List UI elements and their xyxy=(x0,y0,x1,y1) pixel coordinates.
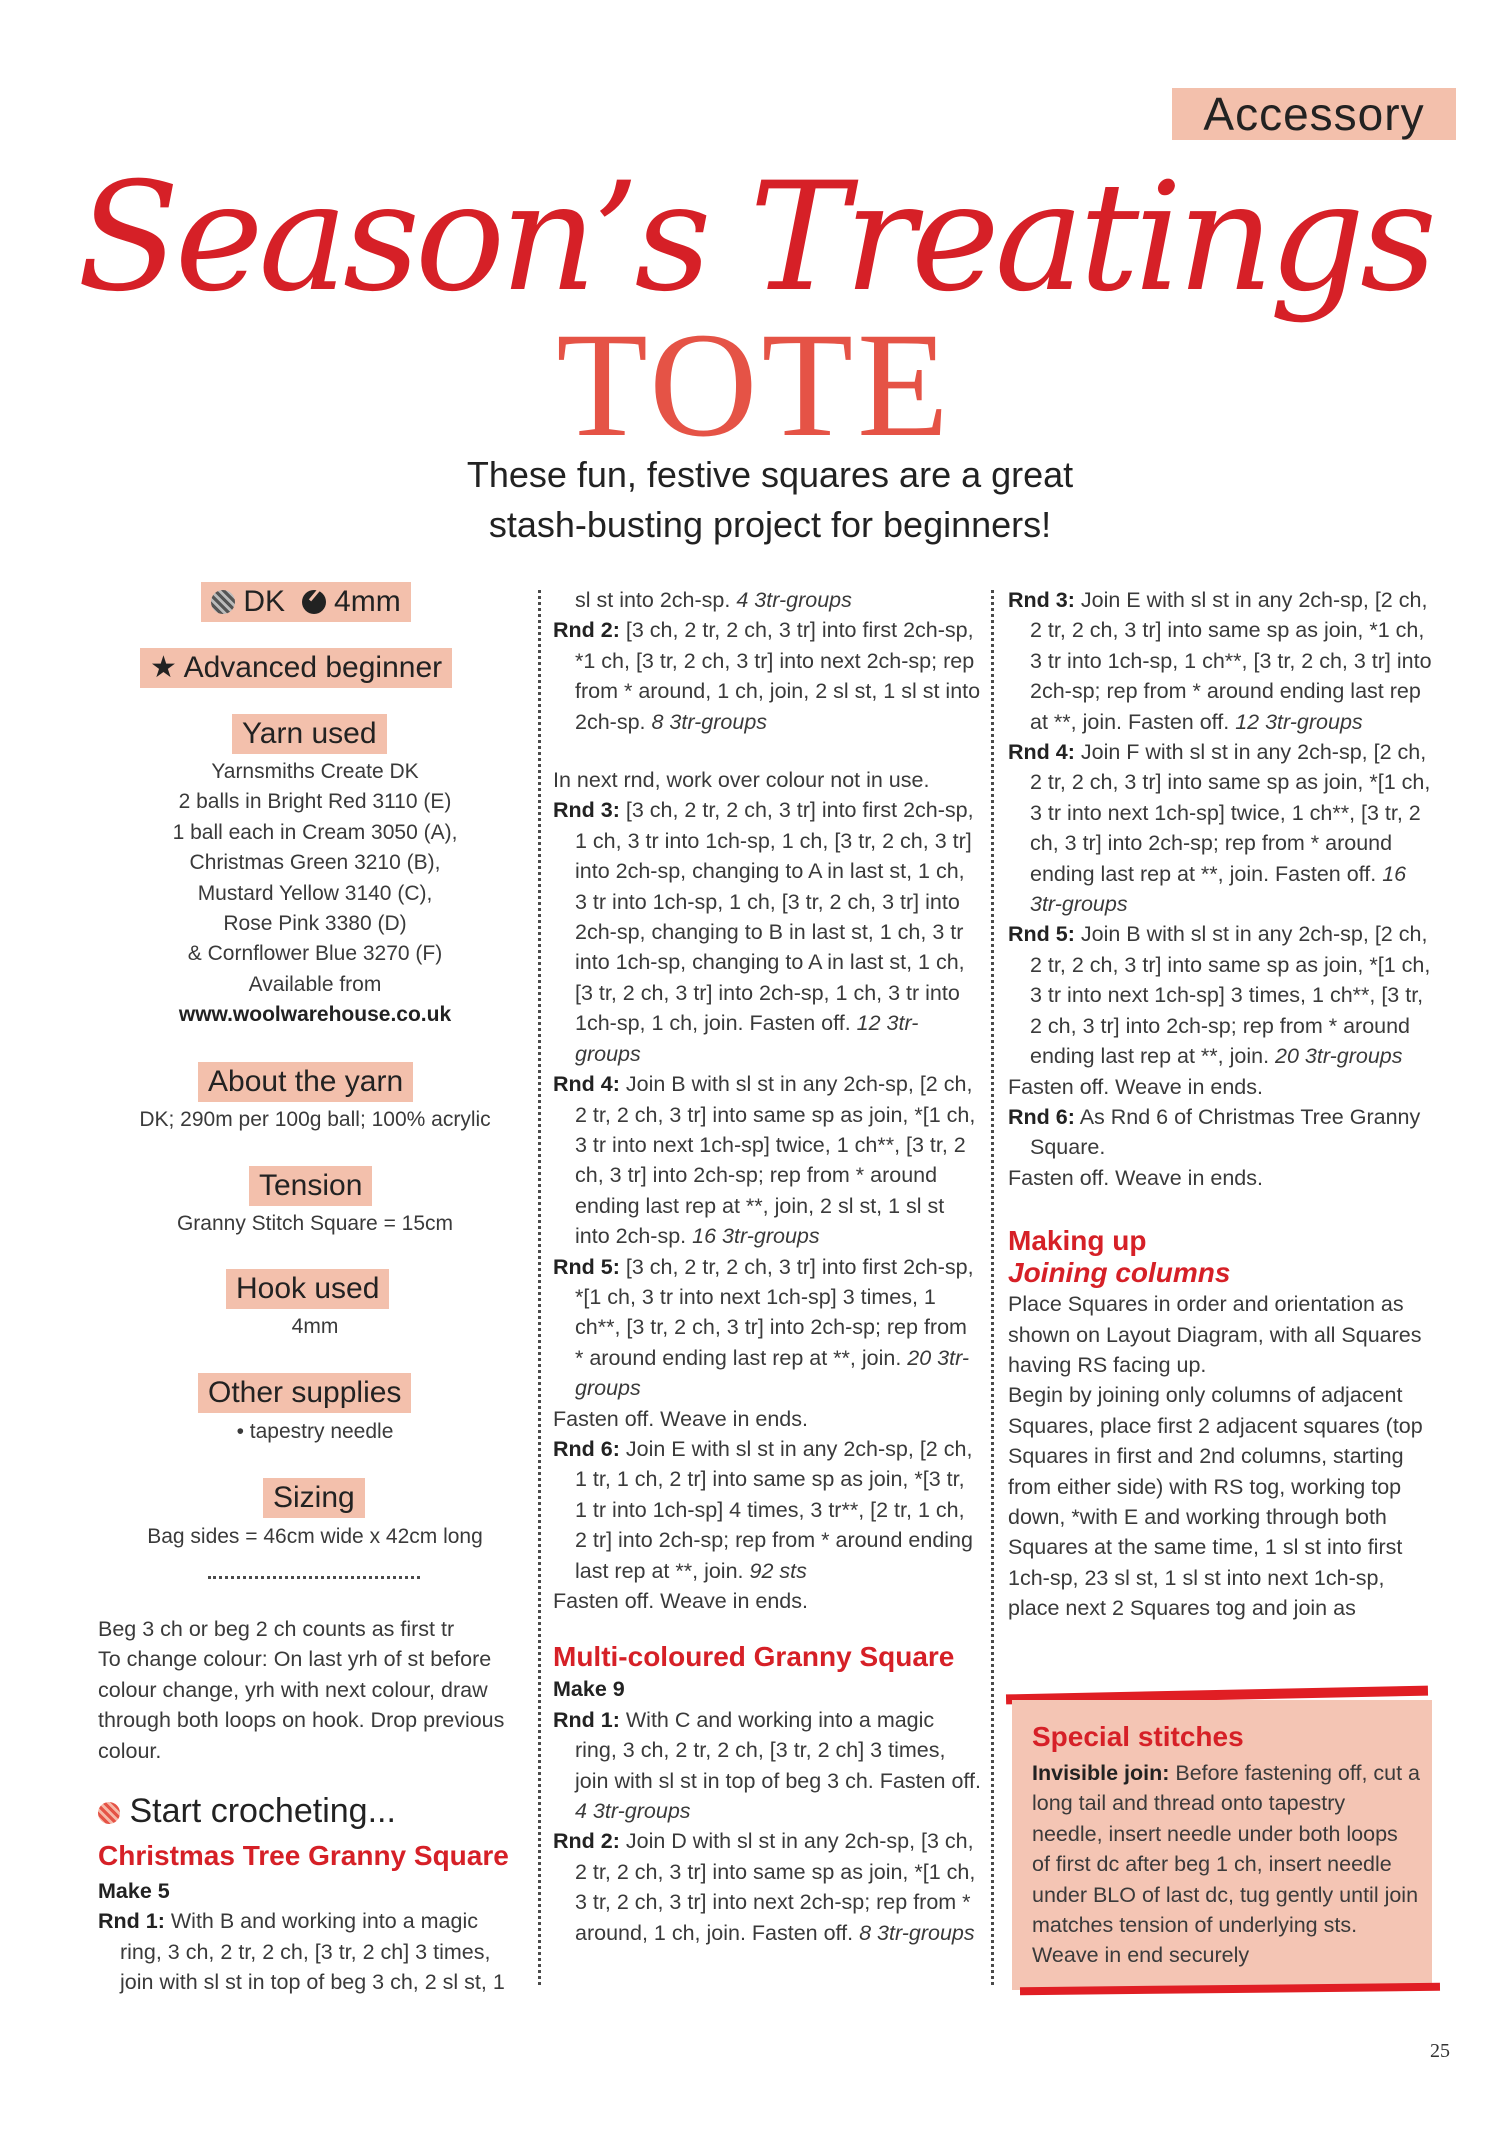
multi-rnd-5: Rnd 5: Join B with sl st in any 2ch-sp, [2 ch, 2 tr, 2 ch, 3 tr] into same sp as join, *[1 ch, 3 tr into next 1ch-sp] 3 times, 1 ch**, [3 tr, 2 ch, 3 tr] into 2ch-sp; rep from * around ending last rep at **, join. 20 3tr-groups xyxy=(1008,922,1431,1069)
yarn-line: 2 balls in Bright Red 3110 (E) xyxy=(178,790,452,814)
tree-rnd-6: Rnd 6: Join E with sl st in any 2ch-sp, [2 ch, 1 tr, 1 ch, 2 tr] into same sp as join, *[3 tr, 1 tr into 1ch-sp] 4 times, 3 tr**, [2 tr, 1 ch, 2 tr] into 2ch-sp; rep from * around ending last rep at **, join. 92 sts xyxy=(553,1436,973,1583)
yarn-line: Rose Pink 3380 (D) xyxy=(223,912,407,936)
multi-rnd-1: Rnd 1: With C and working into a magic ring, 3 ch, 2 tr, 2 ch, [3 tr, 2 ch] 3 times, join with sl st in top of beg 3 ch. Fasten off. 4 3tr-groups xyxy=(553,1707,981,1824)
multi-rnd-3: Rnd 3: Join E with sl st in any 2ch-sp, [2 ch, 2 tr, 2 ch, 3 tr] into same sp as join, *1 ch, 3 tr into 1ch-sp, 1 ch**, [3 tr, 2 ch, 3 tr] into 2ch-sp; rep from * around ending last rep at **, join. Fasten off. 12 3tr-groups xyxy=(1008,588,1432,734)
yarn-line: Christmas Green 3210 (B), xyxy=(189,851,441,875)
sizing-text: Bag sides = 46cm wide x 42cm long xyxy=(147,1525,483,1548)
yarn-ball-icon xyxy=(211,590,235,614)
yarn-line: 1 ball each in Cream 3050 (A), xyxy=(172,820,458,844)
yarn-line: & Cornflower Blue 3270 (F) xyxy=(187,942,443,966)
tree-rnd-5: Rnd 5: [3 ch, 2 tr, 2 ch, 3 tr] into first 2ch-sp, *[1 ch, 3 tr into next 1ch-sp] 3 times, 1 ch**, [3 tr, 2 ch, 3 tr] into 2ch-sp; rep from * around ending last rep at **, join. 20 3tr-groups xyxy=(553,1254,974,1401)
section-tag: Accessory xyxy=(1172,88,1456,140)
about-yarn-heading: About the yarn xyxy=(198,1062,413,1102)
multi-fasten-2: Fasten off. Weave in ends. xyxy=(1008,1165,1263,1190)
special-stitches-box xyxy=(1012,1700,1432,1990)
tension-heading: Tension xyxy=(249,1166,372,1206)
yarn-line: Yarnsmiths Create DK xyxy=(211,760,419,783)
tree-square-block xyxy=(98,1876,508,1998)
tree-square-heading: Christmas Tree Granny Square xyxy=(98,1840,509,1871)
other-supplies-text: • tapestry needle xyxy=(236,1420,394,1443)
invisible-join-text: Invisible join: Before fastening off, cut a long tail and thread onto tapestry needle, insert needle under both loops of first dc after beg 1 ch, insert needle under BLO of last dc, tug gently until join matches tension of underlying sts. Weave in end securely xyxy=(1032,1761,1421,1968)
start-heading xyxy=(98,1790,538,1832)
column-divider xyxy=(991,590,994,1985)
yarn-line: Available from xyxy=(248,972,382,996)
yarn-ball-icon xyxy=(98,1802,120,1824)
yarn-weight: DK xyxy=(243,585,286,618)
multi-rnd-6: Rnd 6: As Rnd 6 of Christmas Tree Granny Square. xyxy=(1008,1104,1421,1160)
start-heading-text: Start crocheting... xyxy=(129,1792,396,1830)
yarn-weight-badge xyxy=(201,582,411,622)
dotted-divider xyxy=(208,1576,420,1579)
hook-size: 4mm xyxy=(334,585,401,618)
special-stitches-heading: Special stitches xyxy=(1032,1721,1244,1752)
title-main: TOTE xyxy=(556,302,953,468)
hook-icon xyxy=(302,590,326,614)
tree-note: In next rnd, work over colour not in use. xyxy=(553,768,930,793)
multi-rnd-4: Rnd 4: Join F with sl st in any 2ch-sp, [2 ch, 2 tr, 2 ch, 3 tr] into same sp as join, *[1 ch, 3 tr into next 1ch-sp] twice, 1 ch**, [3 tr, 2 ch, 3 tr] into 2ch-sp; rep from * around ending last rep at **, join. Fasten off. 16 3tr-groups xyxy=(1008,740,1431,917)
multi-square-heading: Multi-coloured Granny Square xyxy=(553,1641,955,1673)
tree-rnd-1: Rnd 1: With B and working into a magic ring, 3 ch, 2 tr, 2 ch, [3 tr, 2 ch] 3 times, join with sl st in top of beg 3 ch, 2 sl st, 1 xyxy=(98,1909,505,1995)
tree-rnd-4: Rnd 4: Join B with sl st in any 2ch-sp, [2 ch, 2 tr, 2 ch, 3 tr] into same sp as join, *[1 ch, 3 tr into next 1ch-sp] twice, 1 ch**, [3 tr, 2 ch, 3 tr] into 2ch-sp; rep from * around ending last rep at **, join, 2 sl st, 1 sl st into 2ch-sp. 16 3tr-groups xyxy=(553,1072,976,1249)
right-column xyxy=(1008,585,1438,1624)
yarn-line: Mustard Yellow 3140 (C), xyxy=(197,881,433,905)
multi-make: Make 9 xyxy=(553,1677,625,1702)
notes-block xyxy=(98,1614,508,1766)
sizing-heading: Sizing xyxy=(263,1478,365,1518)
tension-text: Granny Stitch Square = 15cm xyxy=(176,1212,454,1235)
hook-used-text: 4mm xyxy=(291,1315,339,1338)
title-script: Season’s Treatings xyxy=(77,151,1432,325)
tree-fasten-2: Fasten off. Weave in ends. xyxy=(553,1589,808,1613)
tree-rnd-1-cont: sl st into 2ch-sp. 4 3tr-groups xyxy=(575,588,852,612)
subtitle-line-1: These fun, festive squares are a great xyxy=(466,454,1074,495)
notes-p2: To change colour: On last yrh of st before colour change, yrh with next colour, draw through both loops on hook. Drop previous colour. xyxy=(98,1647,505,1763)
hook-used-heading: Hook used xyxy=(226,1269,389,1309)
joining-p1: Place Squares in order and orientation as shown on Layout Diagram, with all Squares having RS facing up. xyxy=(1008,1292,1422,1377)
page-number: 25 xyxy=(1430,2040,1450,2062)
subtitle-line-2: stash-busting project for beginners! xyxy=(488,504,1052,545)
subtitle xyxy=(380,450,1160,550)
joining-columns-heading: Joining columns xyxy=(1008,1257,1231,1289)
about-yarn-text: DK; 290m per 100g ball; 100% acrylic xyxy=(139,1108,491,1131)
tree-make: Make 5 xyxy=(98,1879,170,1903)
star-icon: ★ xyxy=(150,651,177,684)
yarn-used-list xyxy=(95,757,535,1031)
other-supplies-heading: Other supplies xyxy=(198,1373,411,1413)
making-up-heading: Making up xyxy=(1008,1225,1147,1257)
notes-p1: Beg 3 ch or beg 2 ch counts as first tr xyxy=(98,1617,455,1641)
tree-rnd-2: Rnd 2: [3 ch, 2 tr, 2 ch, 3 tr] into first 2ch-sp, *1 ch, [3 tr, 2 ch, 3 tr] into next 2ch-sp; rep from * around, 1 ch, join, 2 sl st, 1 sl st into 2ch-sp. 8 3tr-groups xyxy=(553,618,981,734)
joining-p2: Begin by joining only columns of adjacent Squares, place first 2 adjacent squares (top Squares in first and 2nd columns, starting from either side) with RS tog, working top down, *with E and working through both Squares at the same time, 1 sl st into first 1ch-sp, 23 sl st, 1 sl st into next 1ch-sp, place next 2 Squares tog and join as xyxy=(1008,1383,1423,1621)
yarn-used-heading: Yarn used xyxy=(232,714,387,754)
column-divider xyxy=(538,590,541,1985)
tree-fasten-1: Fasten off. Weave in ends. xyxy=(553,1406,808,1431)
level-label: Advanced beginner xyxy=(183,651,443,684)
multi-fasten-1: Fasten off. Weave in ends. xyxy=(1008,1074,1263,1099)
multi-rnd-2: Rnd 2: Join D with sl st in any 2ch-sp, [3 ch, 2 tr, 2 ch, 3 tr] into same sp as join, *[1 ch, 3 tr, 2 ch, 3 tr] into next 2ch-sp; rep from * around, 1 ch, join. Fasten off. 8 3tr-groups xyxy=(553,1829,976,1945)
website-link[interactable]: www.woolwarehouse.co.uk xyxy=(178,1003,452,1027)
tree-rnd-3: Rnd 3: [3 ch, 2 tr, 2 ch, 3 tr] into first 2ch-sp, 1 ch, 3 tr into 1ch-sp, 1 ch, [3 tr, 2 ch, 3 tr] into 2ch-sp, changing to A in last st, 1 ch, 3 tr into 1ch-sp, 1 ch, [3 tr, 2 ch, 3 tr] into 2ch-sp, changing to B in last st, 1 ch, 3 tr into 1ch-sp, changing to A in last st, 1 ch, [3 tr, 2 ch, 3 tr] into 2ch-sp, 1 ch, 3 tr into 1ch-sp, 1 ch, join. Fasten off. 12 3tr-groups xyxy=(553,798,974,1066)
middle-column xyxy=(553,585,981,1948)
level-badge xyxy=(140,648,452,688)
